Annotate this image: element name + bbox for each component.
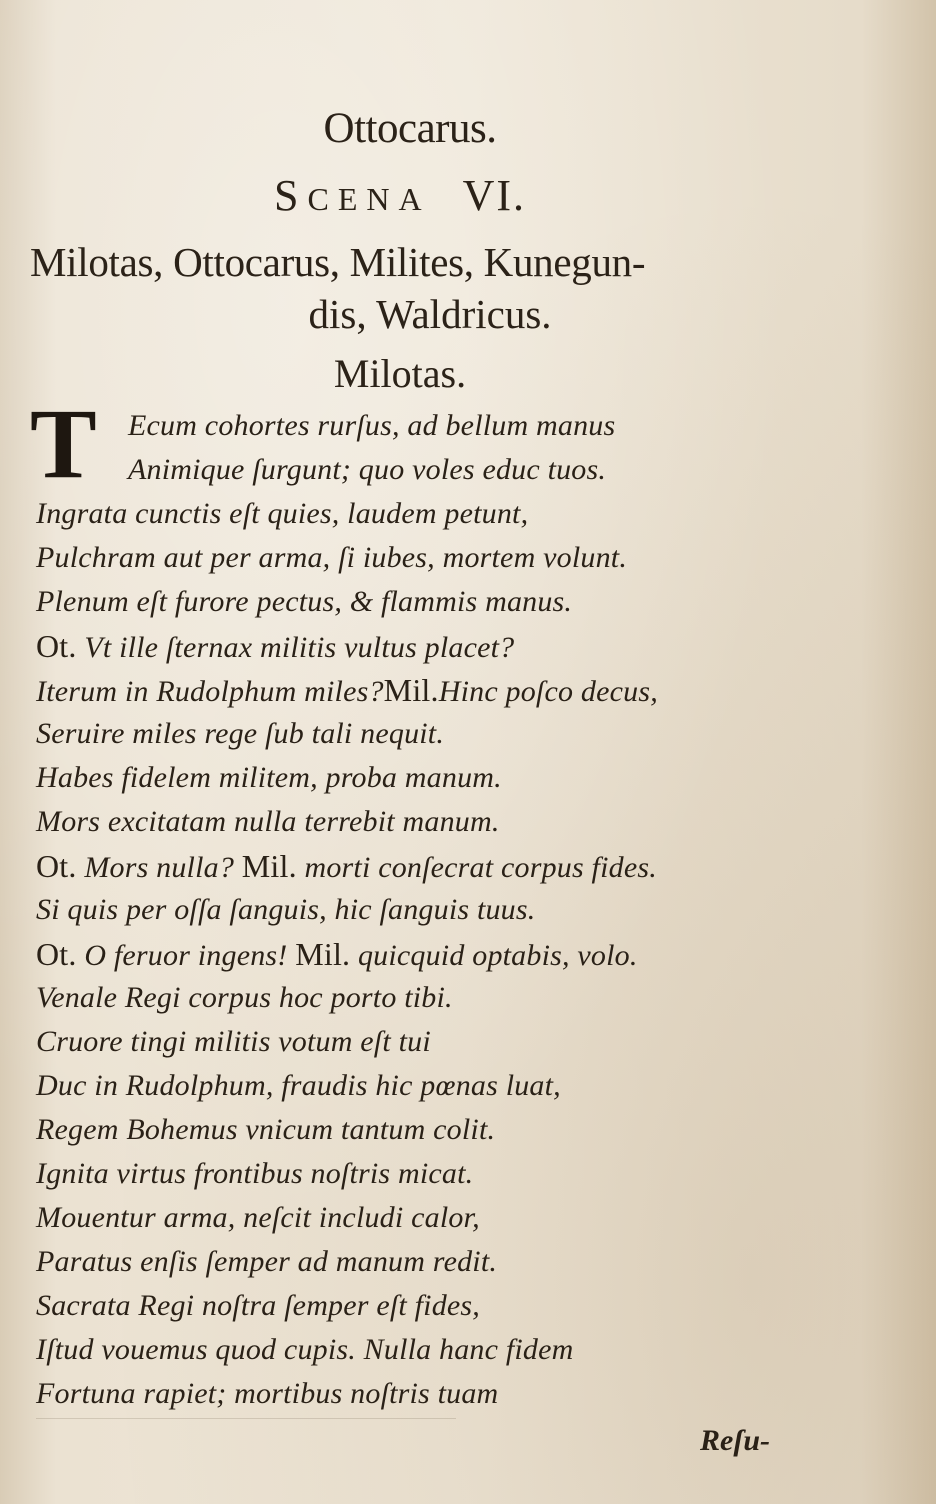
speaker-tag: Mil. [295, 936, 351, 972]
cast-line-2: dis, Waldricus. [308, 291, 552, 337]
cast-line-1: Milotas, Ottocarus, Milites, Kunegun- [30, 239, 646, 285]
speaker-tag: Ot. [36, 936, 77, 972]
verse-line: Animique ſurgunt; quo voles educ tuos. [128, 453, 607, 486]
verse-line: Habes fidelem militem, proba manum. [36, 761, 502, 794]
scene-word [274, 171, 431, 220]
verse-line: Ecum cohortes rurſus, ad bellum manus [128, 409, 616, 442]
verse-line: Plenum eſt furore pectus, & flammis manus. [36, 585, 573, 618]
verse-line: Sacrata Regi noſtra ſemper eſt fides, [36, 1289, 480, 1322]
verse-line: Iterum in Rudolphum miles?Mil.Hinc poſco decus, [36, 672, 658, 708]
faint-divider [36, 1418, 456, 1419]
verse-line: Mouentur arma, neſcit includi calor, [36, 1201, 480, 1234]
scene-heading [0, 170, 800, 221]
verse-line: Ignita virtus frontibus noſtris micat. [36, 1157, 474, 1190]
verse-line: Ot. Mors nulla? Mil. morti conſecrat corpus fides. [36, 848, 657, 884]
verse-line: Ot. Vt ille ſternax militis vultus placet? [36, 628, 515, 664]
speaker-heading: Milotas. [333, 351, 467, 396]
scene-word-rest: CENA [307, 181, 431, 217]
scene-number: VI. [462, 171, 527, 220]
speaker-tag: Mil. [241, 848, 297, 884]
verse-line: Duc in Rudolphum, fraudis hic pœnas luat, [36, 1069, 561, 1102]
verse-line: Si quis per oſſa ſanguis, hic ſanguis tuus. [36, 893, 536, 926]
verse-line: Seruire miles rege ſub tali nequit. [36, 717, 445, 750]
cast-list [30, 236, 790, 340]
speaker-tag: Ot. [36, 848, 77, 884]
catchword: Reſu- [700, 1424, 770, 1457]
verse-line: Ingrata cunctis eſt quies, laudem petunt, [36, 497, 529, 530]
verse-line: Regem Bohemus vnicum tantum colit. [36, 1113, 496, 1146]
speaker-tag: Ot. [36, 628, 77, 664]
running-title: Ottocarus. [323, 105, 497, 152]
verse-line: Venale Regi corpus hoc porto tibi. [36, 981, 453, 1014]
verse-line: Paratus enſis ſemper ad manum redit. [36, 1245, 498, 1278]
verse-line: Ot. O feruor ingens! Mil. quicquid optabis, volo. [36, 936, 638, 972]
scene-word-initial: S [273, 171, 308, 220]
verse-line: Mors excitatam nulla terrebit manum. [36, 805, 500, 838]
verse-line: Iſtud vouemus quod cupis. Nulla hanc fidem [36, 1333, 574, 1366]
drop-cap: T [30, 388, 97, 499]
verse-line: Pulchram aut per arma, ſi iubes, mortem volunt. [36, 541, 628, 574]
verse-line: Cruore tingi militis votum eſt tui [36, 1025, 431, 1058]
speaker-tag: Mil. [383, 672, 439, 708]
verse-line: Fortuna rapiet; mortibus noſtris tuam [36, 1377, 499, 1410]
